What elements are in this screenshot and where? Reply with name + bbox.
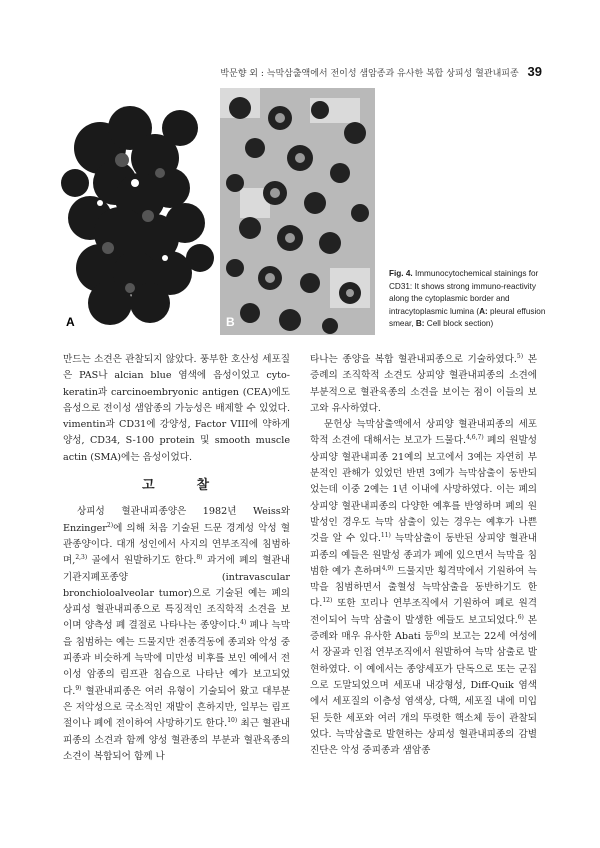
panel-b-label: B <box>226 315 235 329</box>
running-title: 박문향 외 : 늑막삼출액에서 전이성 샘암종과 유사한 복합 상피성 혈관내피종 <box>220 69 519 79</box>
section-heading: 고찰 <box>141 478 252 494</box>
left-column <box>63 352 290 765</box>
text-run: 타나는 종양을 복합 혈관내피종으로 기술하였다. <box>310 354 517 365</box>
left-paragraph-2 <box>63 504 290 765</box>
figure-4 <box>60 88 375 335</box>
reference-mark: 2,3) <box>75 554 88 562</box>
figure-panel-a <box>60 88 217 335</box>
text-run: 문헌상 늑막삼출액에서 상피양 혈관내피종의 세포학적 소견에 대해서는 보고가 드물다. <box>310 419 537 447</box>
text-run: 드물지만 횡격막에서 기원하여 늑막을 침범하면서 출혈성 늑막삼출을 동반하기도 한다. <box>310 565 537 610</box>
reference-mark: 2) <box>106 521 114 529</box>
text-run: 폐나 늑막을 침범하는 예는 드물지만 전종격동에 종괴와 악성 중피종과 비슷하게 늑막에 미만성 비후를 보인 예에서 전이성 암종의 림프관 침습으로 나타난 예가 보고되었다. <box>63 620 290 697</box>
reference-mark: 11) <box>380 532 391 540</box>
panel-a-label: A <box>66 315 75 329</box>
text-run: 늑막삼출이 동반된 상피양 혈관내피종의 예들은 원발성 종괴가 폐에 있으면서 늑막을 침범한 예가 흔하며 <box>310 533 537 577</box>
text-run: 의 보고는 22세 여성에서 장골과 인접 연부조직에서 원발하여 늑막 삼출로 발현하였다. 이 예에서는 종양세포가 단독으로 또는 군집으로 도말되었으며 세포내 내강형성, Diff-Quik 염색에서 세포질의 이층성 염색상, 다핵, 세포질 내에 미입된 듯한 세포와 여러 개의 뚜렷한 핵소체 등이 관찰되었다. 늑막삼출로 발현하는 상피성 혈관내피종의 감별진단은 악성 중피종과 샘암종 <box>310 631 537 757</box>
caption-b-label: B: <box>415 319 425 328</box>
text-run: 과거에 폐의 혈관내기관지폐포종양 (intravascular bronchioloalveolar tumor)으로 기술된 예는 폐의 상피성 혈관내피종으로 특징적인 조직학적 소견을 보이며 양측성 폐 결절로 나타나는 종양이다. <box>63 555 290 632</box>
reference-mark: 12) <box>322 597 333 605</box>
caption-text: Immunocytochemical stainings for CD31: It shows strong immuno-reactivity along the cytoplasmic border and intracytoplasmic lumina ( <box>389 269 539 316</box>
text-run: 혈관내피종은 여러 유형이 기술되어 왔고 대부분은 저악성으로 국소적인 재발이 흔하지만, 일부는 림프절이나 폐에 전이하여 사망하기도 한다. <box>63 685 290 730</box>
reference-mark: 5) <box>516 352 524 360</box>
text-run: 최근 혈관내피종의 소견과 함께 양성 혈관종의 부분과 혈관육종의 소견이 복합되어 함께 나 <box>63 718 291 762</box>
caption-b-text: Cell block section) <box>424 319 494 328</box>
left-paragraph-1: 만드는 소견은 관찰되지 않았다. 풍부한 호산성 세포질은 PAS나 alcian blue 염색에 음성이었고 cyto-keratin과 carcinoembryonic antigen (CEA)에도 음성으로 전이성 샘암종의 가능성은 배제할 수 있었다. vimentin과 CD31에 강양성, Factor VIII에 약하게 양성, CD34, S-100 protein 및 smooth muscle actin (SMA)에는 음성이었다. <box>63 354 290 463</box>
text-run: 본 증례와 매우 유사한 Abati 등 <box>310 614 537 643</box>
reference-mark: 9) <box>75 684 82 692</box>
reference-mark: 10) <box>227 717 238 725</box>
right-paragraph-1 <box>310 352 537 417</box>
reference-mark: 4,6,7) <box>466 434 484 442</box>
running-header <box>200 64 542 79</box>
caption-a-label: A: <box>479 306 488 316</box>
text-run: 상피성 혈관내피종양은 1982년 Weiss와 Enzinger <box>63 506 290 534</box>
page-number: 39 <box>527 64 542 79</box>
text-run: 또한 꼬리나 연부조직에서 기원하여 폐로 원격 전이되어 늑막 삼출이 발생한 예들도 보고되었다. <box>310 598 537 626</box>
figure-caption <box>389 268 549 331</box>
figure-panel-b <box>220 88 375 335</box>
panel-b-image <box>220 88 375 335</box>
reference-mark: 6) <box>517 613 524 621</box>
reference-mark: 4,9) <box>381 564 394 572</box>
right-column <box>310 352 537 759</box>
panel-a-image <box>60 88 217 335</box>
text-run: 본 증례의 조직학적 소견도 상피양 혈관내피종의 소견에 부분적으로 혈관육종의 소견을 보이는 점이 이들의 보고와 유사하였다. <box>310 354 537 414</box>
caption-a-text: pleural effusion smear, <box>389 306 546 328</box>
text-run: 골에서 원발하기도 한다. <box>87 555 197 567</box>
right-paragraph-2 <box>310 417 537 759</box>
reference-mark: 4) <box>240 619 247 627</box>
reference-mark: 6) <box>433 629 440 637</box>
text-run: 에 의해 처음 기술된 드문 경계성 악성 혈관종양이다. 대개 성인에서 사지의 연부조직에 침범하며, <box>63 522 290 567</box>
caption-label: Fig. 4. <box>389 269 413 278</box>
text-run: 폐의 원발성 상피양 혈관내피종 21예의 보고에서 3예는 자연히 부분적인 관해가 있었던 반면 3예가 늑막삼출이 동반되었는데 이중 2예는 1년 이내에 사망하였다. 이는 폐의 상피양 혈관내피종의 다양한 예후를 반영하며 폐의 원발성인 경우도 늑막 삼출이 있는 경우는 예후가 나쁜 것을 알 수 있다. <box>310 435 538 545</box>
reference-mark: 8) <box>196 554 203 562</box>
